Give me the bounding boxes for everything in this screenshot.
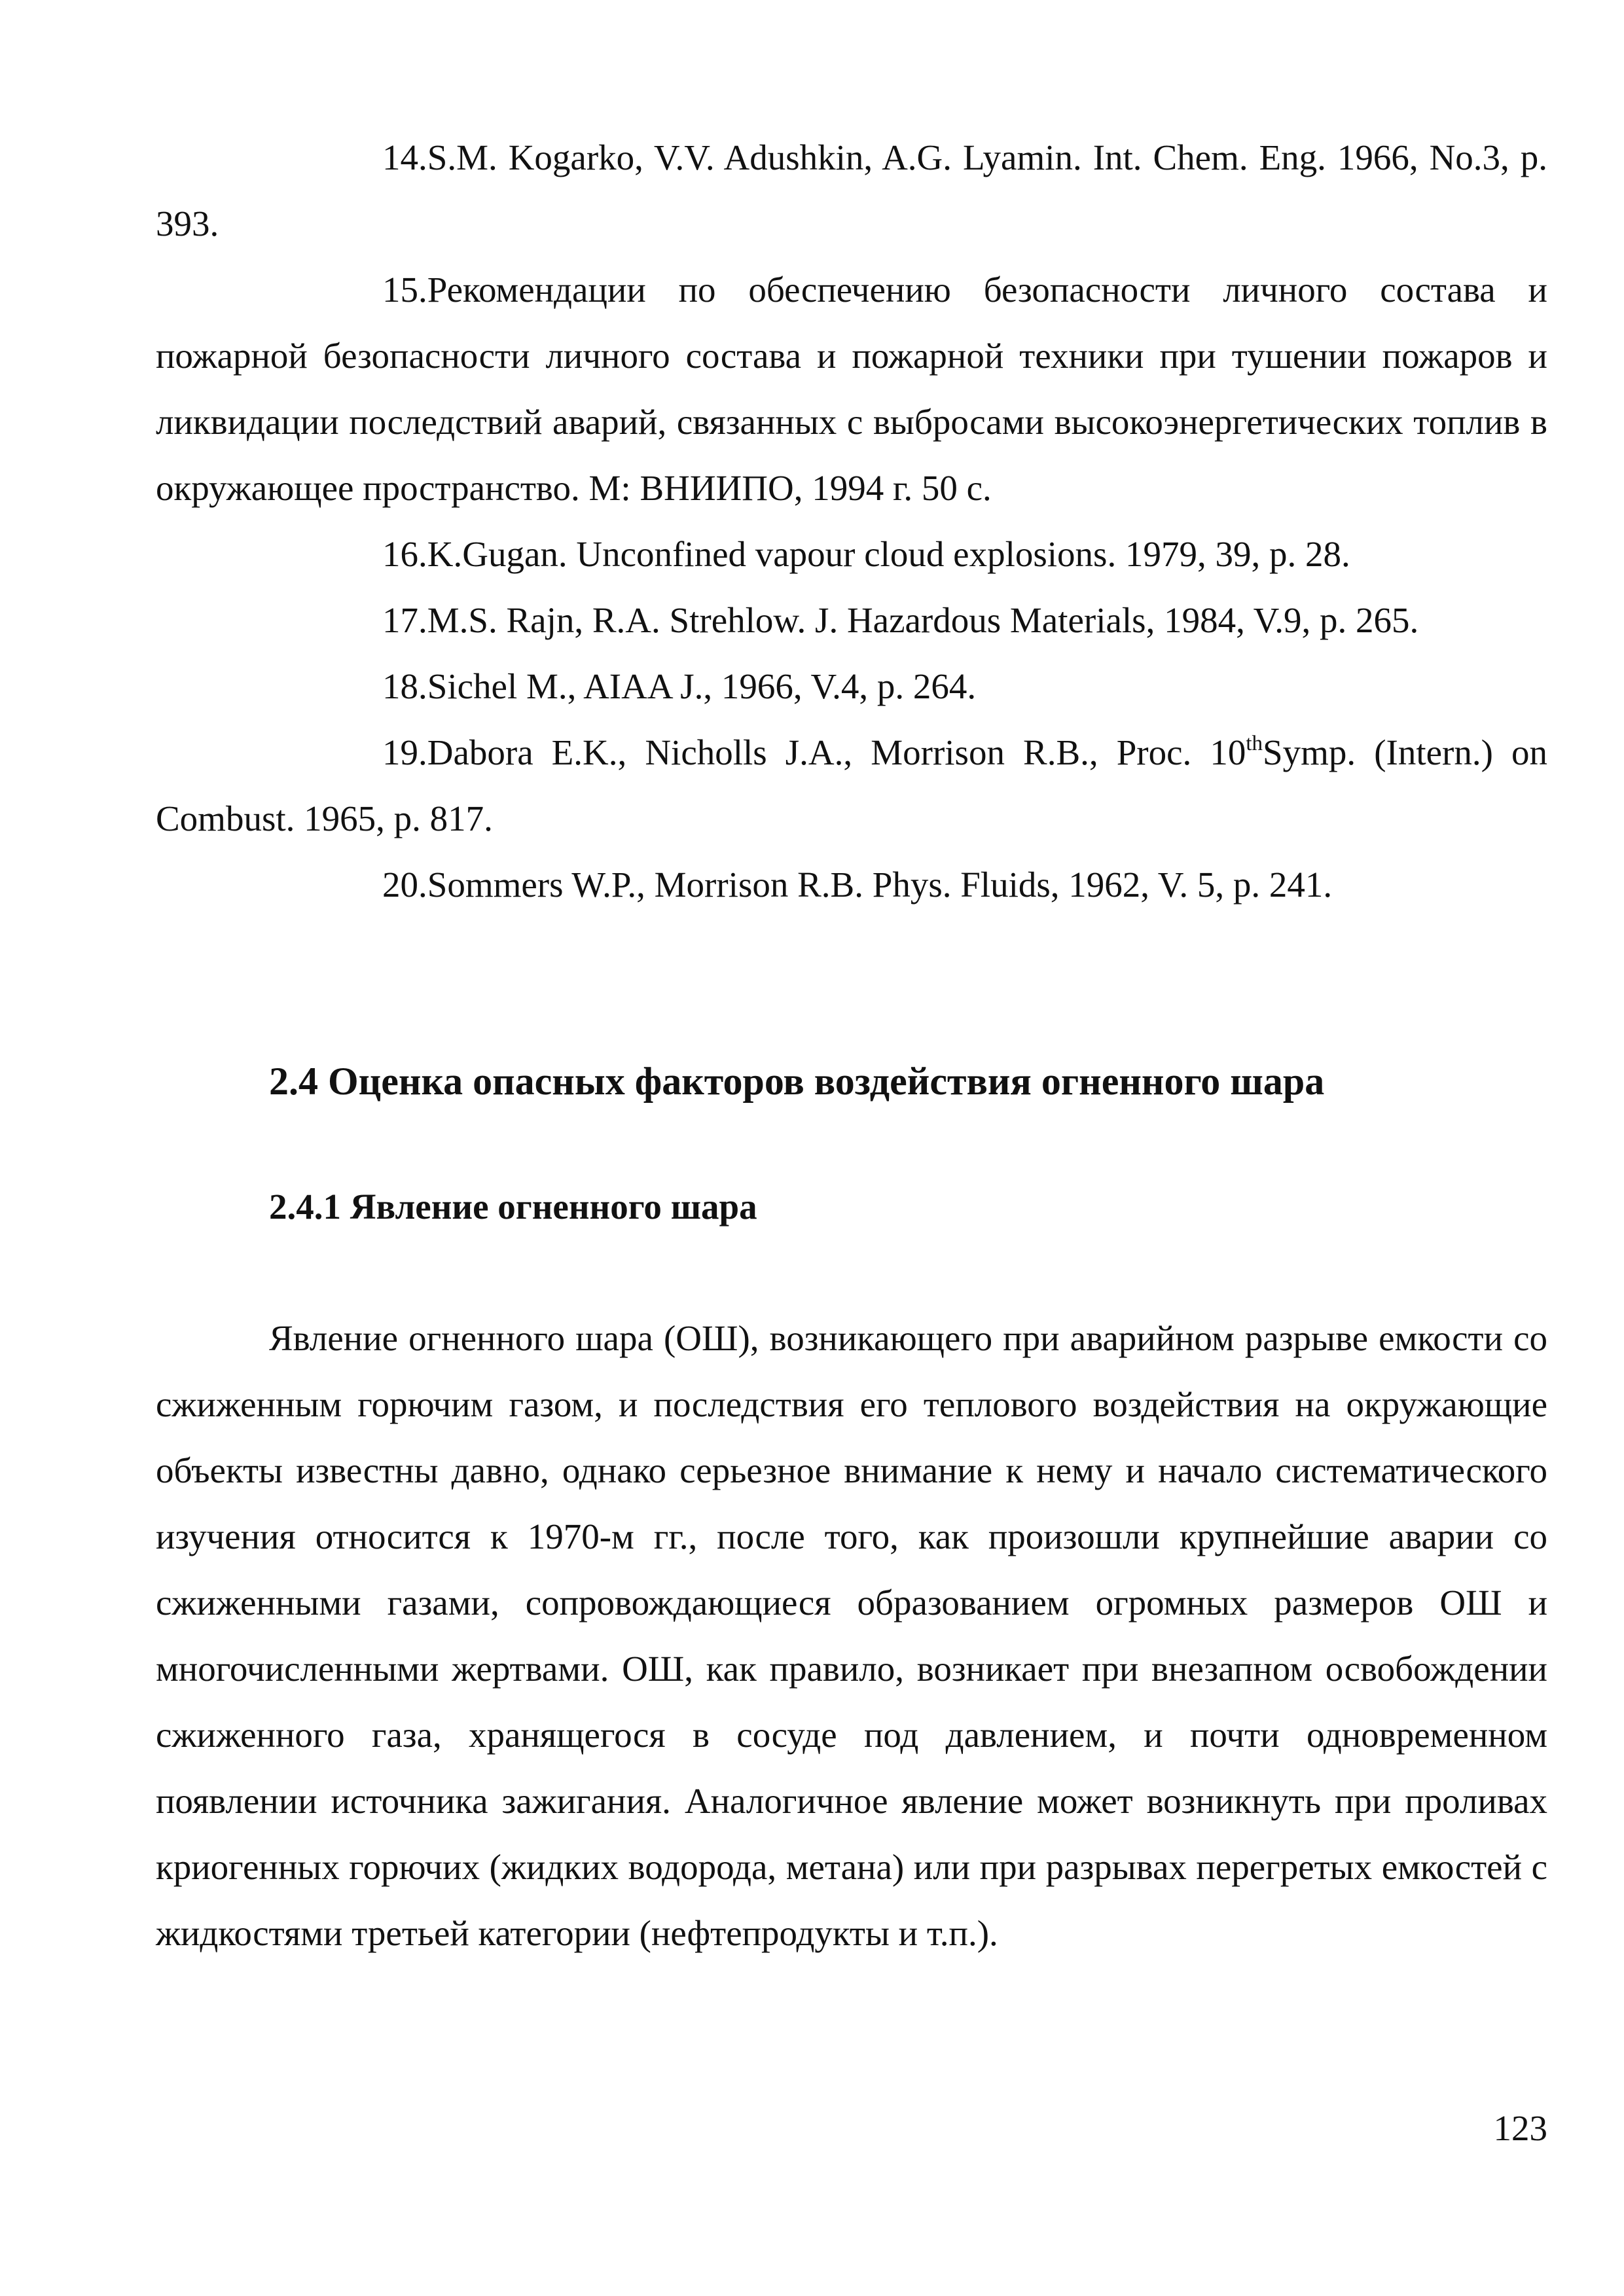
reference-number: 15. xyxy=(382,270,427,310)
reference-text: Sichel M., AIAA J., 1966, V.4, p. 264. xyxy=(427,666,977,706)
spacer xyxy=(156,918,1547,1049)
section-heading: 2.4 Оценка опасных факторов воздействия огненного шара xyxy=(269,1060,1325,1103)
reference-text: Рекомендации по обеспечению безопасности личного состава и пожарной безопасности личного состава и пожарной техники при тушении пожаров и ликвидации последствий аварий, связанных с выбросами высокоэнергетических топлив в окружающее пространство. М: ВНИИПО, 1994 г. 50 с. xyxy=(156,270,1547,508)
body-paragraph: Явление огненного шара (ОШ), возникающего при аварийном разрыве емкости со сжиженным горючим газом, и последствия его теплового воздействия на окружающие объекты известны давно, однако серьезное внимание к нему и начало систематического изучения относится к 1970-м гг., после того, как произошли крупнейшие аварии со сжиженными газами, сопровождающиеся образованием огромных размеров ОШ и многочисленными жертвами. ОШ, как правило, возникает при внезапном освобождении сжиженного газа, хранящегося в сосуде под давлением, и почти одновременном появлении источника зажигания. Аналогичное явление может возникнуть при проливах криогенных горючих (жидких водорода, метана) или при разрывах перегретых емкостей с жидкостями третьей категории (нефтепродукты и т.п.). xyxy=(156,1318,1547,1953)
reference-20 xyxy=(156,852,1547,918)
reference-text: M.S. Rajn, R.A. Strehlow. J. Hazardous Materials, 1984, V.9, p. 265. xyxy=(427,600,1419,640)
subsection-heading: 2.4.1 Явление огненного шара xyxy=(269,1187,757,1227)
reference-number: 17. xyxy=(382,600,427,640)
reference-number: 20. xyxy=(382,865,427,905)
reference-number: 19. xyxy=(382,732,427,772)
reference-number: 14. xyxy=(382,137,427,177)
reference-text-before: Dabora E.K., Nicholls J.A., Morrison R.B., Proc. 10 xyxy=(427,732,1246,772)
page-number: 123 xyxy=(1493,2108,1547,2148)
reference-14 xyxy=(156,124,1547,257)
reference-text: Sommers W.P., Morrison R.B. Phys. Fluids, 1962, V. 5, p. 241. xyxy=(427,865,1333,905)
reference-17 xyxy=(156,587,1547,653)
reference-text: K.Gugan. Unconfined vapour cloud explosions. 1979, 39, p. 28. xyxy=(427,534,1350,574)
document-page xyxy=(156,124,1547,1966)
spacer xyxy=(156,1240,1547,1305)
spacer xyxy=(156,1115,1547,1174)
reference-text: S.M. Kogarko, V.V. Adushkin, A.G. Lyamin. Int. Chem. Eng. 1966, No.3, p. 393. xyxy=(156,137,1547,243)
reference-15 xyxy=(156,257,1547,521)
reference-number: 16. xyxy=(382,534,427,574)
reference-16 xyxy=(156,521,1547,587)
reference-number: 18. xyxy=(382,666,427,706)
reference-18 xyxy=(156,653,1547,719)
reference-superscript: th xyxy=(1246,732,1263,755)
reference-19 xyxy=(156,719,1547,852)
reference-text-after: Symp. (Intern.) on Combust. 1965, p. 817. xyxy=(156,732,1548,838)
